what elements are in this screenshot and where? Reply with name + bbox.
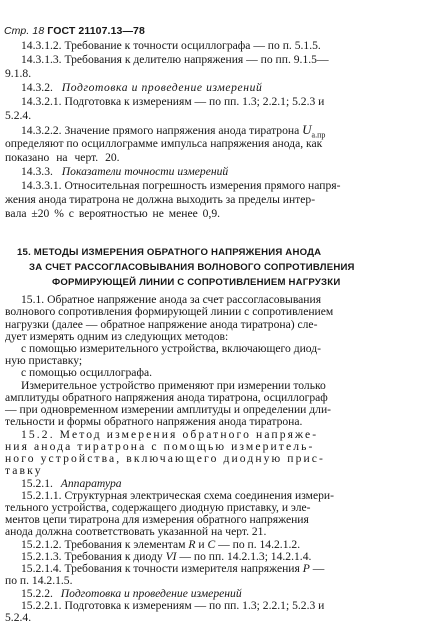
text-run: —	[309, 562, 325, 576]
section-title-line-1: 15. МЕТОДЫ ИЗМЕРЕНИЯ ОБРАТНОГО НАПРЯЖЕНИЯ АНОДА	[17, 247, 322, 258]
text-line: 14.3.1.2. Требование к точности осциллографа — по п. 5.1.5.	[21, 39, 321, 52]
subheading-text: Подготовка и проведение измерений	[61, 81, 263, 94]
line-14-3-1-3: 14.3.1.3. Требования к делителю напряжения — по пп. 9.1.5—	[21, 53, 329, 66]
text-run: 15.2.1.3. Требования к диоду	[21, 549, 166, 563]
text-line: тельного устройства, содержащего диодную приставку, и эле-	[5, 500, 311, 514]
subheading-number: 15.2.1.	[21, 476, 53, 490]
line-15-2-2-1: 15.2.2.1. Подготовка к измерениям — по пп. 1.3; 2.2.1; 5.2.3 и	[21, 598, 325, 612]
symbol-u: U	[302, 122, 312, 137]
text-line: волнового сопротивления формирующей линии с сопротивлением	[5, 305, 334, 319]
subheading-text: Подготовка и проведение измерений	[60, 586, 242, 600]
line-5-2-4-end: 5.2.4.	[5, 611, 32, 624]
method-heading-line-1: 15.2. Метод измерения обратного напряже-	[21, 427, 319, 441]
line-14-3-3-1: 14.3.3.1. Относительная погрешность измерения прямого напря-	[21, 179, 341, 192]
page-number: Стр. 18	[4, 25, 45, 37]
text-line: ную приставку;	[5, 354, 83, 368]
text-line: амплитуды обратного напряжения анода тиратрона, осциллограф	[5, 390, 328, 404]
section-title-line-2: ЗА СЧЕТ РАССОГЛАСОВЫВАНИЯ ВОЛНОВОГО СОПРОТИВЛЕНИЯ	[29, 262, 355, 273]
subheading-text: Аппаратура	[60, 476, 122, 490]
line-oscillogram: определяют по осциллограмме импульса напряжения анода, как	[5, 137, 323, 150]
standard-code: ГОСТ 21107.13—78	[47, 25, 145, 37]
method-heading-line-4: тавку	[5, 464, 43, 478]
subheading-number: 14.3.2.	[21, 81, 53, 94]
line-15-2-1-1: 15.2.1.1. Структурная электрическая схема соединения измери-	[21, 488, 334, 502]
line-9-1-8: 9.1.8.	[5, 67, 32, 80]
line-14-3-2-1: 14.3.2.1. Подготовка к измерениям — по пп. 1.3; 2.2.1; 5.2.3 и	[21, 95, 325, 108]
text-run: — по п. 14.2.1.2.	[215, 537, 301, 551]
page-header	[4, 25, 145, 37]
subheading-14-3-2	[21, 81, 262, 95]
symbol-c: C	[207, 537, 216, 551]
line-5-2-4: 5.2.4.	[5, 109, 32, 122]
text-line: нагрузки (далее — обратное напряжение анода тиратрона) сле-	[5, 317, 318, 331]
symbol-r: R	[188, 537, 196, 551]
text-line: дует измерять одним из следующих методов:	[5, 329, 229, 343]
line-probability: вала ±20 % с вероятностью не менее 0,9.	[5, 207, 221, 220]
symbol-vi: VI	[165, 549, 177, 563]
line-ref-14-2-1-5: по п. 14.2.1.5.	[5, 574, 73, 588]
subheading-14-3-3	[21, 165, 228, 179]
text-line: Измерительное устройство применяют при измерении только	[21, 378, 326, 392]
text-run: 14.3.2.2. Значение прямого напряжения анода тиратрона	[21, 124, 303, 137]
text-run: и	[195, 537, 208, 551]
method-heading-line-3: ного устройства, включающего диодную прис-	[5, 452, 326, 465]
method-heading-line-2: ния анода тиратрона с помощью измеритель-	[5, 439, 315, 453]
line-chart-ref: показано на черт. 20.	[5, 151, 120, 164]
subheading-number: 14.3.3.	[21, 165, 53, 178]
text-line: тельности и формы обратного напряжения анода тиратрона.	[5, 415, 303, 429]
text-run: 15.2.1.2. Требования к элементам	[21, 537, 189, 551]
symbol-subscript: а.пр	[311, 130, 326, 140]
symbol-p: P	[302, 562, 310, 576]
line-interval: жения анода тиратрона не должна выходить за пределы интер-	[5, 193, 316, 206]
section-title-line-3: ФОРМИРУЮЩЕЙ ЛИНИИ С СОПРОТИВЛЕНИЕМ НАГРУЗКИ	[52, 277, 341, 288]
subheading-text: Показатели точности измерений	[61, 165, 229, 178]
list-item-oscillograph: с помощью осциллографа.	[21, 366, 152, 380]
line-15-1: 15.1. Обратное напряжение анода за счет рассогласовывания	[21, 293, 322, 306]
text-run: 15.2.1.4. Требования к точности измерителя напряжения	[21, 562, 303, 576]
subheading-number: 15.2.2.	[21, 586, 53, 600]
text-line: — при одновременном измерении амплитуды и определении дли-	[5, 403, 332, 417]
text-line: ментов цепи тиратрона для измерения обратного напряжения	[5, 513, 309, 527]
list-item-device: с помощью измерительного устройства, включающего диод-	[21, 341, 322, 355]
line-14-3-1-2	[21, 39, 401, 53]
text-line: анода должна соответствовать указанной на черт. 21.	[5, 525, 267, 539]
text-run: — по пп. 14.2.1.3; 14.2.1.4.	[176, 549, 312, 563]
